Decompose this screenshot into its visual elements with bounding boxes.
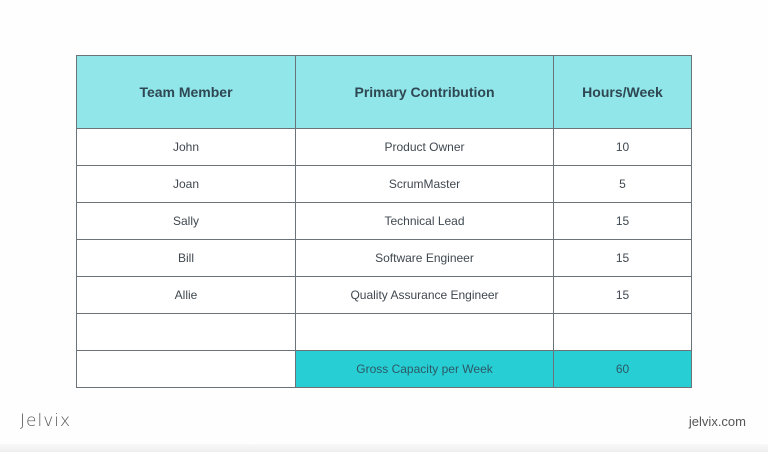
table-row <box>77 166 692 203</box>
cell-member: Allie <box>77 277 296 314</box>
total-label: Gross Capacity per Week <box>296 351 554 388</box>
header-primary-contribution: Primary Contribution <box>296 56 554 129</box>
cell-contribution: Technical Lead <box>296 203 554 240</box>
cell-member: Bill <box>77 240 296 277</box>
cell-empty <box>77 351 296 388</box>
cell-hours: 15 <box>554 240 692 277</box>
cell-contribution <box>296 314 554 351</box>
table-header-row <box>77 56 692 129</box>
table-row <box>77 203 692 240</box>
cell-hours: 15 <box>554 203 692 240</box>
cell-member <box>77 314 296 351</box>
cell-member: Joan <box>77 166 296 203</box>
total-value: 60 <box>554 351 692 388</box>
cell-contribution: Software Engineer <box>296 240 554 277</box>
total-row <box>77 351 692 388</box>
cell-contribution: Product Owner <box>296 129 554 166</box>
cell-hours <box>554 314 692 351</box>
cell-hours: 5 <box>554 166 692 203</box>
cell-hours: 15 <box>554 277 692 314</box>
capacity-table <box>76 55 692 388</box>
header-hours-week: Hours/Week <box>554 56 692 129</box>
header-team-member: Team Member <box>77 56 296 129</box>
cell-member: John <box>77 129 296 166</box>
cell-contribution: ScrumMaster <box>296 166 554 203</box>
cell-hours: 10 <box>554 129 692 166</box>
jelvix-logo: Jelvix <box>20 411 72 431</box>
table-row <box>77 240 692 277</box>
site-url: jelvix.com <box>688 414 746 429</box>
table-row <box>77 129 692 166</box>
cell-contribution: Quality Assurance Engineer <box>296 277 554 314</box>
cell-member: Sally <box>77 203 296 240</box>
bottom-shadow <box>0 444 768 452</box>
table-row-empty <box>77 314 692 351</box>
table-row <box>77 277 692 314</box>
